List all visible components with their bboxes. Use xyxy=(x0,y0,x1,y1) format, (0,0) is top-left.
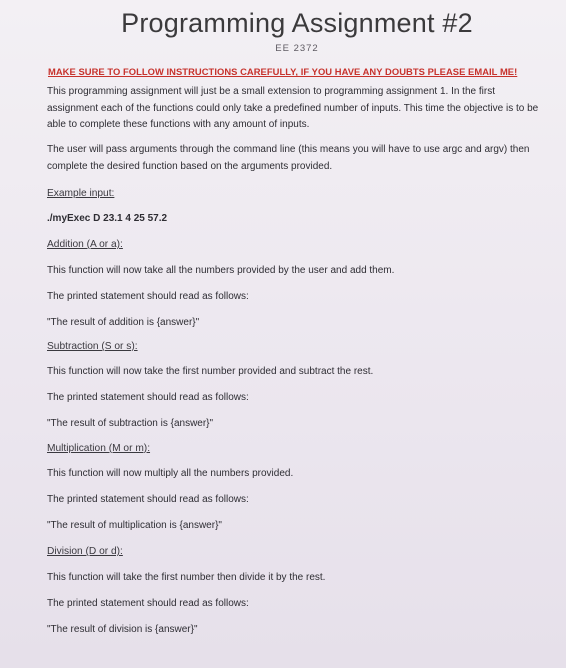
division-description: This function will take the first number then divide it by the rest. xyxy=(47,572,326,583)
addition-description: This function will now take all the numbers provided by the user and add them. xyxy=(47,265,395,276)
multiplication-statement-intro: The printed statement should read as follows: xyxy=(47,494,249,505)
division-statement: "The result of division is {answer}" xyxy=(47,624,198,635)
addition-statement: "The result of addition is {answer}" xyxy=(47,317,200,328)
subtraction-statement-intro: The printed statement should read as follows: xyxy=(47,392,249,403)
example-heading: Example input: xyxy=(47,188,115,199)
instructions-warning: MAKE SURE TO FOLLOW INSTRUCTIONS CAREFULLY, IF YOU HAVE ANY DOUBTS PLEASE EMAIL ME! xyxy=(48,66,518,77)
page-title: Programming Assignment #2 xyxy=(121,8,473,38)
division-heading: Division (D or d): xyxy=(47,546,123,557)
addition-heading: Addition (A or a): xyxy=(47,239,123,250)
intro-paragraph: This programming assignment will just be a small extension to programming assignment 1. In the first assignment each of the functions could only take a predefined number of inputs. This time the objective is to be able to complete these functions with any amount of inputs. xyxy=(47,86,539,130)
subtraction-description: This function will now take the first number provided and subtract the rest. xyxy=(47,366,374,377)
multiplication-heading: Multiplication (M or m): xyxy=(47,443,151,454)
multiplication-description: This function will now multiply all the numbers provided. xyxy=(47,468,294,479)
subtraction-heading: Subtraction (S or s): xyxy=(47,341,138,352)
division-statement-intro: The printed statement should read as follows: xyxy=(47,598,249,609)
usage-paragraph: The user will pass arguments through the command line (this means you will have to use argc and argv) then complete the desired function based on the arguments provided. xyxy=(47,144,530,172)
example-command: ./myExec D 23.1 4 25 57.2 xyxy=(47,213,168,224)
addition-statement-intro: The printed statement should read as follows: xyxy=(47,291,249,302)
multiplication-statement: "The result of multiplication is {answer}" xyxy=(47,520,222,531)
subtraction-statement: "The result of subtraction is {answer}" xyxy=(47,418,214,429)
course-code: EE 2372 xyxy=(275,43,319,54)
